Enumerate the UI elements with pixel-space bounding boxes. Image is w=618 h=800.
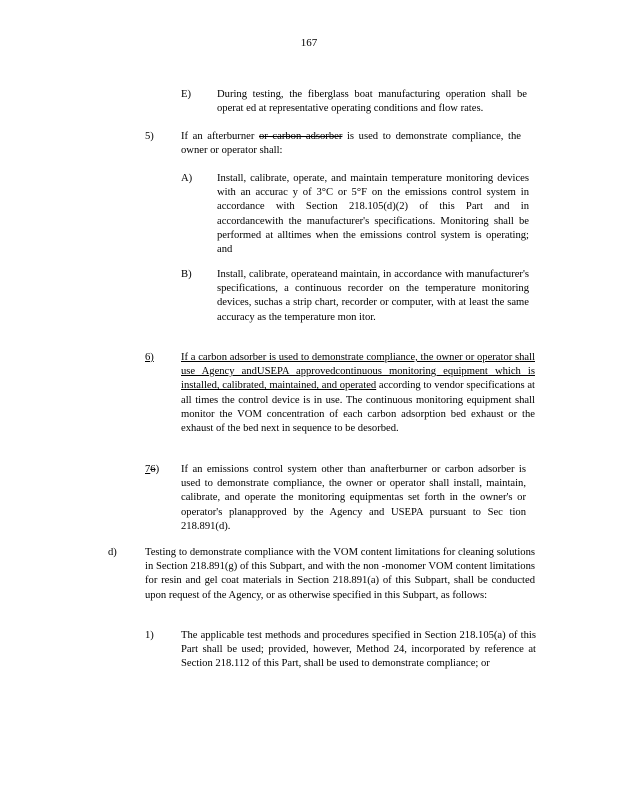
underlined-text: If a carbon adsorber is used to demonstrate compliance, the owner or operator shall use Agency andUSEPA approvedcontinuous monitoring equipment which is installed, calibrated, maintained, and operated [181,352,535,392]
item-label: 1) [145,630,154,641]
item-label: B) [181,269,192,280]
text-segment: Install, calibrate, operateand maintain, in accordance with manufacturer's specifications, a continuous recorder on the temperature monitoring devices, suchas a strip chart, recorder or computer, with at least the same accuracy as the temperature mon itor. [217,269,529,323]
item-label: E) [181,89,191,100]
text-segment: Install, calibrate, operate, and maintain temperature monitoring devices with an accurac y of 3°C or 5°F on the emissions control system in accordance with Section 218.105(d)(2) of this Part and in accordancewith the manufacturer's specifications. Monitoring shall be performed at alltimes when the emissions control system is operating; and [217,173,529,256]
page-number: 167 [300,37,318,49]
item-label: A) [181,173,193,184]
item-label: d) [108,547,117,558]
item-text [145,546,535,603]
text-segment: Testing to demonstrate compliance with the VOM content limitations for cleaning solutions in Section 218.891(g) of this Subpart, and with the non -monomer VOM content limitations for resin and gel coat materials in Section 218.891(a) of this Subpart, shall be conducted upon request of the Agency, or as otherwise specified in this Subpart, as follows: [145,547,535,601]
text-segment: according to vendor specifications at all times the control device is in use. The continuous monitoring equipment shall monitor the VOM concentration of each carbon adsorption bed exhaust or the exhaust of the bed next in sequence to be desorbed. [181,380,535,435]
text-segment: During testing, the fiberglass boat manufacturing operation shall be operat ed at representative operating conditions and flow rates. [217,89,527,115]
item-text [181,629,536,672]
text-segment: If an afterburner [181,131,259,142]
text-segment: The applicable test methods and procedures specified in Section 218.105(a) of this Part shall be used; provided, however, Method 24, incorporated by reference at Section 218.112 of this Part, shall be used to demonstrate compliance; or [181,630,536,670]
item-label: 5) [145,131,154,142]
item-text [217,268,529,325]
item-label: 76) [145,464,160,475]
item-text [217,172,529,257]
item-text [181,130,521,158]
struck-text: or carbon adsorber [258,131,343,142]
item-text [217,88,527,116]
item-text [181,463,526,534]
text-segment: If an emissions control system other than anafterburner or carbon adsorber is used to demonstrate compliance, the owner or operator shall install, maintain, calibrate, and operate the monitoring equipmentas set forth in the owner's or operator's planapproved by the Agency and USEPA pursuant to Sec tion 218.891(d). [181,464,526,532]
item-text [181,351,535,436]
item-label: 6) [145,352,154,363]
text-segment: is used to demonstrate compliance, the owner or operator shall: [181,131,522,157]
